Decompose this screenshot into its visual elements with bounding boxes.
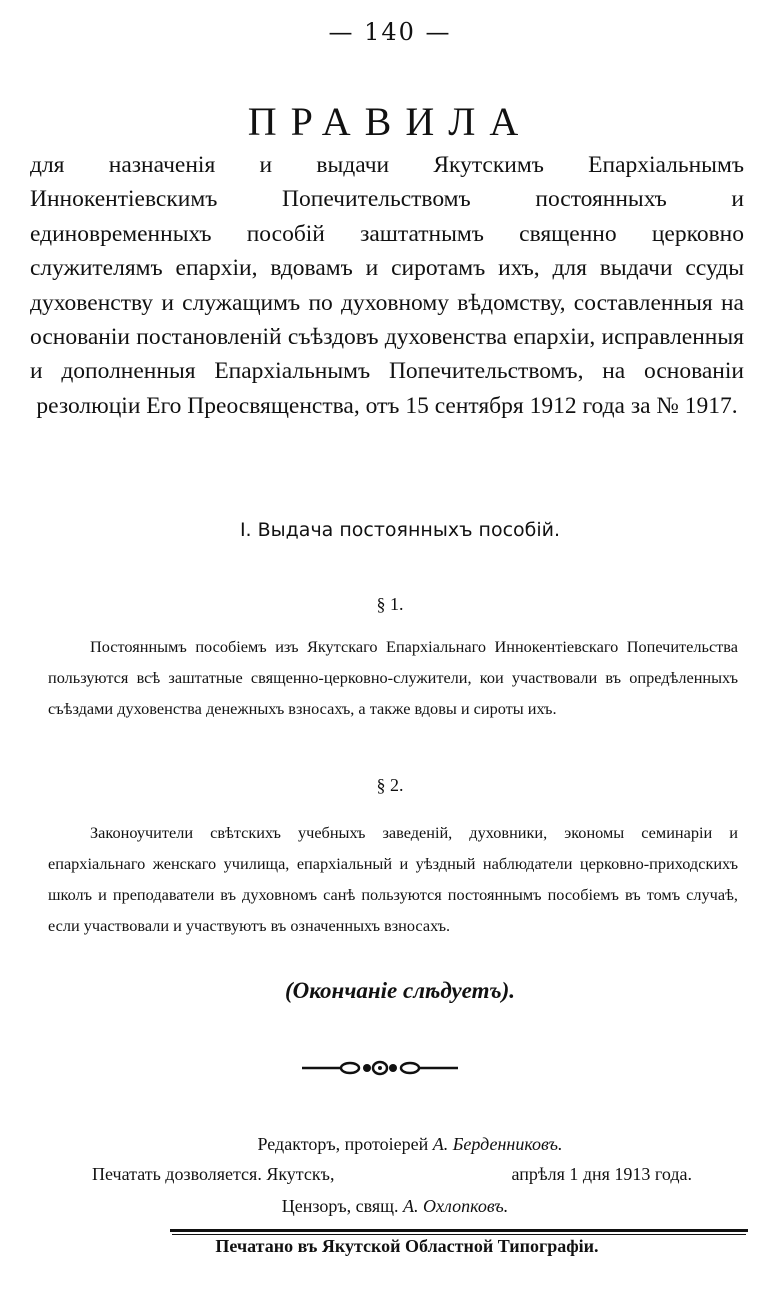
ornament-divider <box>300 1058 460 1078</box>
permit-text: Печатать дозволяется. Якутскъ, <box>92 1164 335 1184</box>
page-number: — 140 — <box>328 18 452 46</box>
document-subtitle: для назначенія и выдачи Якутскимъ Епархіальнымъ Иннокентіевскимъ Попечительствомъ постоянныхъ и единовременныхъ пособій заштатнымъ священно церковно служителямъ епархіи, вдовамъ и сиротамъ ихъ, для выдачи ссуды духовенству и служащимъ по духовному вѣдомству, составленныя на основаніи постановленій съѣздовъ духовенства епархіи, исправленныя и дополненныя Епархіальнымъ Попечительствомъ, на основаніи резолюціи Его Преосвященства, отъ 15 сентября 1912 года за № 1917. <box>30 152 744 419</box>
continuation-note: (Окончаніе слѣдуетъ). <box>285 978 515 1003</box>
paragraph-text-1: Постояннымъ пособіемъ изъ Якутскаго Епархіальнаго Иннокентіевскаго Попечительства пользуются всѣ заштатные священно-церковно-служители, кои участвовали въ опредѣленныхъ съѣздами духовенства денежныхъ взносахъ, а также вдовы и сироты ихъ. <box>48 637 738 718</box>
editor-line <box>0 1134 780 1155</box>
permit-date: апрѣля 1 дня 1913 года. <box>511 1164 692 1184</box>
paragraph-text-2: Законоучители свѣтскихъ учебныхъ заведеній, духовники, экономы семинаріи и епархіальнаго женскаго училища, епархіальный и уѣздный наблюдатели церковно-приходскихъ школъ и преподаватели въ духовномъ санѣ пользуются постояннымъ пособіемъ въ томъ случаѣ, если участвовали и участвуютъ въ означенныхъ взносахъ. <box>48 823 738 935</box>
paragraph-mark-1: § 1. <box>376 594 404 614</box>
editor-name: А. Берденниковъ. <box>432 1134 563 1154</box>
paragraph-mark-2: § 2. <box>376 775 404 795</box>
censor-line <box>0 1196 780 1217</box>
footer-rule-thin <box>172 1234 746 1235</box>
editor-label: Редакторъ, протоіерей <box>257 1134 429 1154</box>
censor-label: Цензоръ, свящ. <box>281 1196 399 1216</box>
permit-line <box>92 1164 692 1185</box>
section-heading: I. Выдача постоянныхъ пособій. <box>239 519 561 541</box>
document-title: ПРАВИЛА <box>247 99 533 144</box>
censor-name: А. Охлопковъ. <box>403 1196 509 1216</box>
printer-imprint: Печатано въ Якутской Областной Типографіи. <box>215 1236 599 1256</box>
footer-rule <box>170 1229 748 1232</box>
